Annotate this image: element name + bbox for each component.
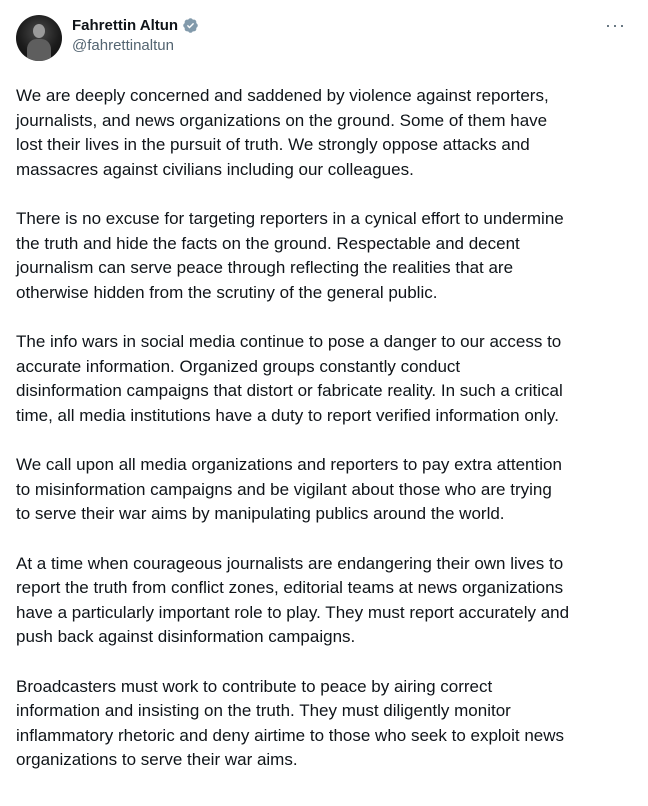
author-handle[interactable]: @fahrettinaltun bbox=[72, 37, 174, 54]
more-options-icon[interactable]: ··· bbox=[605, 15, 626, 35]
post-paragraph: Broadcasters must work to contribute to peace by airing correct information and insisting on the truth. They must diligently monitor inflammatory rhetoric and deny airtime to those who seek to exploit news organizations to serve their war aims. bbox=[16, 676, 565, 769]
post-paragraph: We call upon all media organizations and reporters to pay extra attention to misinformation campaigns and be vigilant about those who are trying to serve their war aims by manipulating publics around the world. bbox=[16, 455, 562, 523]
avatar[interactable] bbox=[16, 15, 62, 61]
post-paragraph: There is no excuse for targeting reporters in a cynical effort to undermine the truth and hide the facts on the ground. Respectable and decent journalism can serve peace through reflecting the realities that are otherwise hidden from the scrutiny of the general public. bbox=[16, 209, 564, 302]
post-text bbox=[16, 84, 628, 773]
display-name[interactable]: Fahrettin Altun bbox=[72, 17, 179, 34]
name-row bbox=[72, 17, 199, 34]
post-header bbox=[16, 14, 628, 74]
post-paragraph: At a time when courageous journalists are endangering their own lives to report the truth from conflict zones, editorial teams at news organizations have a particularly important role to play. They must report accurately and push back against disinformation campaigns. bbox=[16, 553, 570, 646]
verified-badge-icon bbox=[182, 17, 199, 34]
author-identity bbox=[72, 14, 199, 54]
post-paragraph: The info wars in social media continue to pose a danger to our access to accurate information. Organized groups constantly conduct disinformation campaigns that distort or fabricate reality. In such a critical time, all media institutions have a duty to report verified information only. bbox=[16, 332, 563, 425]
post-paragraph: We are deeply concerned and saddened by violence against reporters, journalists, and news organizations on the ground. Some of them have lost their lives in the pursuit of truth. We strongly oppose attacks and massacres against civilians including our colleagues. bbox=[16, 86, 549, 179]
